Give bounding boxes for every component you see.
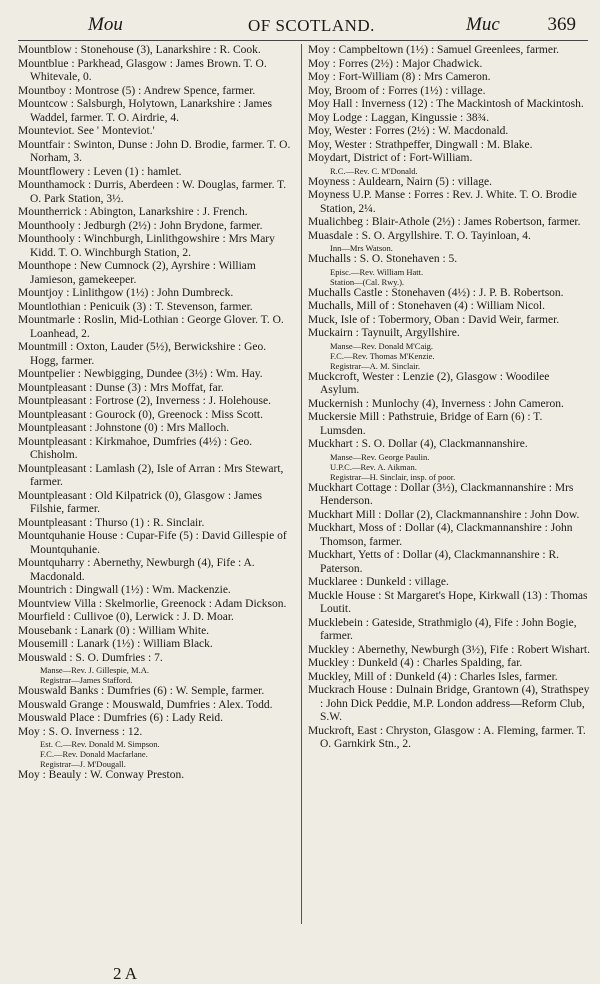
- directory-entry: Mountlothian : Penicuik (3) : T. Stevenson, farmer.: [18, 300, 253, 313]
- directory-entry: Mounthooly : Jedburgh (2½) : John Brydone, farmer.: [18, 219, 263, 232]
- directory-entry: Mountmill : Oxton, Lauder (5½), Berwickshire : Geo. Hogg, farmer.: [18, 341, 267, 367]
- directory-entry: Mountboy : Montrose (5) : Andrew Spence, farmer.: [18, 84, 256, 97]
- directory-entry: Mountquharry : Abernethy, Newburgh (4), Fife : A. Macdonald.: [18, 557, 255, 583]
- directory-entry: Muckcroft, Wester : Lenzie (2), Glasgow : Woodilee Asylum.: [308, 370, 550, 396]
- directory-entry: Moy : S. O. Inverness : 12.: [18, 725, 143, 738]
- directory-entry: Muchalls : S. O. Stonehaven : 5.: [308, 253, 458, 265]
- directory-entry: Mountpleasant : Kirkmahoe, Dumfries (4½) : Geo. Chisholm.: [18, 435, 253, 461]
- directory-entry: Mountpleasant : Fortrose (2), Inverness : J. Holehouse.: [18, 395, 271, 407]
- directory-entry: Mountpleasant : Gourock (0), Greenock : Miss Scott.: [18, 408, 263, 421]
- directory-entry: Mucklebein : Gateside, Strathmiglo (4), Fife : John Bogie, farmer.: [308, 616, 577, 642]
- directory-entry: Muckley : Dunkeld (4) : Charles Spalding, far.: [308, 657, 523, 669]
- directory-entry: Moy, Wester : Strathpeffer, Dingwall : M. Blake.: [308, 138, 533, 151]
- directory-subentry: Est. C.—Rev. Donald M. Simpson.: [40, 739, 160, 749]
- column-divider: [301, 44, 302, 924]
- page-number: 369: [547, 14, 576, 35]
- directory-entry: Muck, Isle of : Tobermory, Oban : David Weir, farmer.: [308, 313, 560, 326]
- directory-entry: Mountflowery : Leven (1) : hamlet.: [18, 165, 182, 178]
- directory-entry: Moy Hall : Inverness (12) : The Mackintosh of Mackintosh.: [308, 98, 584, 110]
- directory-subentry: Manse—Rev. Donald M'Caig.: [330, 340, 433, 351]
- directory-entry: Mountmarle : Roslin, Mid-Lothian : George Glover. T. O. Loanhead, 2.: [18, 314, 284, 340]
- directory-entry: Mountjoy : Linlithgow (1½) : John Dumbreck.: [18, 287, 234, 299]
- directory-entry: Mountpleasant : Johnstone (0) : Mrs Malloch.: [18, 422, 230, 434]
- directory-entry: Moy : Forres (2½) : Major Chadwick.: [308, 57, 483, 70]
- directory-entry: Muckhart, Yetts of : Dollar (4), Clackmannanshire : R. Paterson.: [308, 549, 560, 575]
- directory-entry: Muckhart, Moss of : Dollar (4), Clackmannanshire : John Thomson, farmer.: [308, 522, 573, 548]
- directory-subentry: Inn—Mrs Watson.: [330, 243, 393, 253]
- directory-entry: Muchalls Castle : Stonehaven (4½) : J. P. B. Robertson.: [308, 286, 564, 299]
- directory-entry: Muckhart : S. O. Dollar (4), Clackmannanshire.: [308, 438, 528, 450]
- directory-entry: Mouswald : S. O. Dumfries : 7.: [18, 651, 163, 664]
- directory-subentry: Registrar—J. M'Dougall.: [40, 759, 126, 769]
- signature-mark: 2 A: [113, 964, 138, 983]
- directory-entry: Mucklaree : Dunkeld : village.: [308, 576, 449, 588]
- directory-entry: Moyness U.P. Manse : Forres : Rev. J. White. T. O. Brodie Station, 2¼.: [308, 189, 577, 215]
- directory-entry: Muckley, Mill of : Dunkeld (4) : Charles Isles, farmer.: [308, 670, 558, 683]
- directory-entry: Moy : Fort-William (8) : Mrs Cameron.: [308, 71, 491, 83]
- directory-entry: Mountquhanie House : Cupar-Fife (5) : David Gillespie of Mountquhanie.: [18, 530, 287, 556]
- directory-entry: Mounthooly : Winchburgh, Linlithgowshire : Mrs Mary Kidd. T. O. Winchburgh Station, 2.: [18, 233, 275, 259]
- directory-subentry: U.P.C.—Rev. A. Aikman.: [330, 461, 417, 472]
- columns: [18, 44, 590, 984]
- directory-entry: Mounthope : New Cumnock (2), Ayrshire : William Jamieson, gamekeeper.: [18, 260, 256, 286]
- directory-entry: Mountblue : Parkhead, Glasgow : James Brown. T. O. Whitevale, 0.: [18, 57, 267, 83]
- directory-entry: Muckhart Mill : Dollar (2), Clackmannanshire : John Dow.: [308, 508, 580, 521]
- directory-subentry: Episc.—Rev. William Hatt.: [330, 266, 424, 277]
- directory-subentry: Registrar—James Stafford.: [40, 675, 133, 685]
- directory-entry: Mousebank : Lanark (0) : William White.: [18, 624, 210, 637]
- directory-entry: Mountblow : Stonehouse (3), Lanarkshire : R. Cook.: [18, 44, 261, 56]
- directory-entry: Moy, Wester : Forres (2½) : W. Macdonald.: [308, 125, 509, 137]
- directory-entry: Mountherrick : Abington, Lanarkshire : J. French.: [18, 206, 248, 218]
- directory-entry: Mualichbeg : Blair-Athole (2½) : James Robertson, farmer.: [308, 216, 581, 228]
- directory-entry: Mountpleasant : Thurso (1) : R. Sinclair.: [18, 516, 205, 529]
- directory-entry: Mountfair : Swinton, Dunse : John D. Brodie, farmer. T. O. Norham, 3.: [18, 138, 291, 164]
- directory-subentry: Registrar—A. M. Sinclair.: [330, 360, 420, 371]
- directory-entry: Mounteviot. See ' Monteviot.': [18, 125, 155, 137]
- directory-subentry: Station—(Cal. Rwy.).: [330, 276, 405, 287]
- directory-entry: Muasdale : S. O. Argyllshire. T. O. Tayinloan, 4.: [308, 229, 531, 242]
- directory-entry: Muckhart Cottage : Dollar (3½), Clackmannanshire : Mrs Henderson.: [308, 481, 574, 507]
- directory-entry: Moydart, District of : Fort-William.: [308, 152, 473, 164]
- page-header: [18, 10, 588, 41]
- directory-entry: Mountpelier : Newbigging, Dundee (3½) : Wm. Hay.: [18, 368, 263, 380]
- directory-entry: Moy : Campbeltown (1½) : Samuel Greenlees, farmer.: [308, 44, 560, 56]
- directory-entry: Mourfield : Cullivoe (0), Lerwick : J. D. Moar.: [18, 611, 234, 623]
- directory-entry: Mouswald Banks : Dumfries (6) : W. Semple, farmer.: [18, 685, 265, 697]
- directory-entry: Mounthamock : Durris, Aberdeen : W. Douglas, farmer. T. O. Park Station, 3½.: [18, 179, 287, 205]
- directory-subentry: Manse—Rev. George Paulin.: [330, 451, 430, 462]
- directory-entry: Mountpleasant : Lamlash (2), Isle of Arran : Mrs Stewart, farmer.: [18, 462, 284, 488]
- header-title: OF SCOTLAND.: [248, 16, 375, 35]
- directory-subentry: R.C.—Rev. C. M'Donald.: [330, 165, 418, 176]
- directory-entry: Muckrach House : Dulnain Bridge, Grantown (4), Strathspey : John Dick Peddie, M.P. London address—Reform Club, S.W.: [308, 684, 590, 723]
- directory-entry: Muchalls, Mill of : Stonehaven (4) : William Nicol.: [308, 300, 545, 312]
- directory-entry: Muckley : Abernethy, Newburgh (3½), Fife : Robert Wishart.: [308, 643, 590, 656]
- directory-entry: Mountrich : Dingwall (1½) : Wm. Mackenzie.: [18, 584, 231, 596]
- directory-entry: Muckairn : Taynuilt, Argyllshire.: [308, 327, 460, 339]
- directory-entry: Mountcow : Salsburgh, Holytown, Lanarkshire : James Waddel, farmer. T. O. Airdrie, 4.: [18, 98, 273, 124]
- directory-entry: Moyness : Auldearn, Nairn (5) : village.: [308, 175, 492, 188]
- left-column: [18, 44, 296, 783]
- directory-entry: Moy, Broom of : Forres (1½) : village.: [308, 84, 486, 97]
- directory-subentry: F.C.—Rev. Thomas M'Kenzie.: [330, 350, 435, 361]
- directory-entry: Muckersie Mill : Pathstruie, Bridge of Earn (6) : T. Lumsden.: [308, 411, 543, 437]
- right-column: [308, 44, 590, 752]
- directory-entry: Moy : Beauly : W. Conway Preston.: [18, 769, 185, 781]
- directory-entry: Moy Lodge : Laggan, Kingussie : 38¾.: [308, 111, 490, 124]
- directory-entry: Muckernish : Munlochy (4), Inverness : John Cameron.: [308, 397, 564, 410]
- header-right-keyword: Muc: [466, 14, 500, 35]
- directory-entry: Mountview Villa : Skelmorlie, Greenock : Adam Dickson.: [18, 597, 287, 610]
- header-left-keyword: Mou: [88, 14, 123, 35]
- directory-entry: Mouswald Grange : Mouswald, Dumfries : Alex. Todd.: [18, 698, 273, 711]
- directory-subentry: Registrar—H. Sinclair, insp. of poor.: [330, 471, 456, 482]
- directory-entry: Mountpleasant : Dunse (3) : Mrs Moffat, far.: [18, 381, 224, 394]
- directory-entry: Muckle House : St Margaret's Hope, Kirkwall (13) : Thomas Loutit.: [308, 589, 588, 615]
- directory-subentry: Manse—Rev. J. Gillespie, M.A.: [40, 665, 149, 675]
- directory-entry: Muckroft, East : Chryston, Glasgow : A. Fleming, farmer. T. O. Garnkirk Stn., 2.: [308, 724, 586, 750]
- directory-subentry: F.C.—Rev. Donald Macfarlane.: [40, 749, 148, 759]
- directory-entry: Mountpleasant : Old Kilpatrick (0), Glasgow : James Filshie, farmer.: [18, 489, 263, 515]
- directory-entry: Mousemill : Lanark (1½) : William Black.: [18, 638, 213, 650]
- directory-entry: Mouswald Place : Dumfries (6) : Lady Reid.: [18, 712, 224, 724]
